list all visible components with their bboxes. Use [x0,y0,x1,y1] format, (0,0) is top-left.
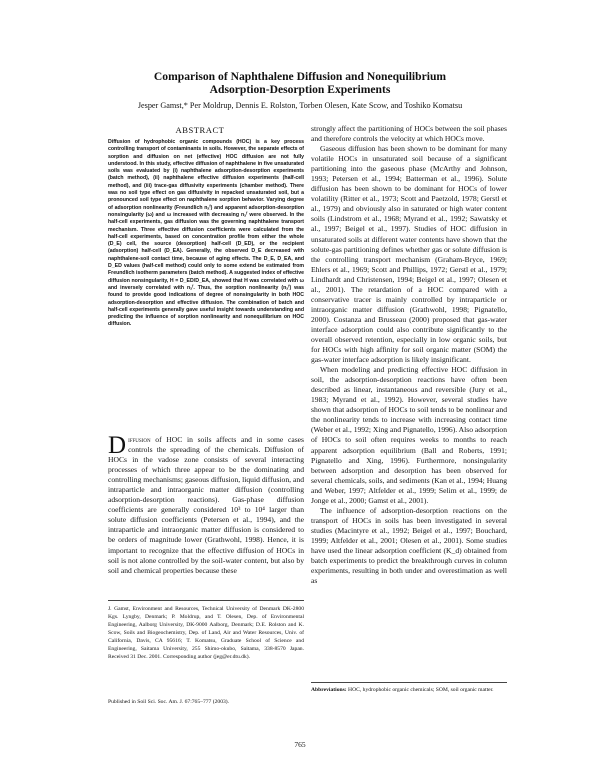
body-paragraph: When modeling and predicting effective HOC diffusion in soil, the adsorption-desorption reactions have often been described as linear, instantaneous and reversible (Jury et al., 1983; Myrand et al., 1992). However, several studies have shown that adsorption of HOCs to soil tends to be nonlinear and the nonlinearity tends to increase with increasing contact time (Weber et al., 1992; Xing and Pignatello, 1996). Also adsorption of HOCs to soil often requires weeks to months to reach apparent adsorption equilibrium (Ball and Roberts, 1991; Pignatello and Xing, 1996). Furthermore, nonsingularity between adsorption and desorption has been observed for several chemicals, soils, and sediments (Kan et al., 1994; Huang and Weber, 1997; Altfelder et al., 1999; Selim et al., 1999; de Jonge et al., 2000; Gamst et al., 2001). [311,365,507,505]
abstract-heading: ABSTRACT [175,125,225,135]
footnote-divider [108,600,304,601]
abbreviations-text: HOC, hydrophobic organic chemicals; SOM, soil organic matter. [346,687,494,693]
article-title [90,70,510,96]
title-line-2: Adsorption-Desorption Experiments [209,83,391,96]
right-column [311,124,507,586]
title-line-1: Comparison of Naphthalene Diffusion and Nonequilibrium [153,70,447,83]
intro-lead-word: iffusion [128,435,151,444]
body-paragraph: The influence of adsorption-desorption reactions on the transport of HOCs in soils has been investigated in several studies (Macintyre et al., 1992; Beigel et al., 1997; Bouchard, 1999; Altfelder et al., 2001; Olesen et al., 2001). Some studies have used the linear adsorption coefficient (K_d) obtained from batch experiments to predict the breakthrough curves in column experiments, resulting in both under and overestimation as well as [311,505,507,586]
abbreviations-label: Abbreviations: [311,687,347,693]
abbreviations-note [311,686,507,694]
author-affiliations: J. Gamst, Environment and Resources, Technical University of Denmark DK-2800 Kgs. Lyngby, Denmark; P. Moldrup, and T. Olesen, Dep. of Environmental Engineering, Aalborg University, DK-9000 Aalborg, Denmark; D.E. Rolston and K. Scow, Soils and Biogeochemistry, Dep. of Land, Air and Water Resources, Univ. of California, Davis, CA 95616; T. Komatsu, Graduate School of Science and Engineering, Saitama University, 255 Shimo-okubo, Saitama, 338-8570 Japan. Received 31 Dec. 2001. Corresponding author (jeg@er.dtu.dk). [108,606,304,660]
drop-cap: D [108,432,127,459]
author-list: Jesper Gamst,* Per Moldrup, Dennis E. Rolston, Torben Olesen, Kate Scow, and Toshiko Komatsu [137,101,463,110]
abstract-text: Diffusion of hydrophobic organic compounds (HOC) is a key process controlling transport of contaminants in soils. However, the separate effects of sorption and diffusion on net (effective) HOC diffusion are not fully understood. In this study, effective diffusion of naphthalene in five unsaturated soils was evaluated by (i) naphthalene adsorption-desorption experiments (batch method), (ii) naphthalene effective diffusion experiments (half-cell method), and (iii) trace-gas diffusivity experiments (chamber method). There was no soil type effect on gas diffusivity in repacked unsaturated soil, but a pronounced soil type effect on naphthalene sorption behavior. Varying degree of adsorption nonlinearity (Freundlich nₐᶠ) and apparent adsorption-desorption nonsingularity (ω) and ω increased with decreasing nₐᶠ were observed. In the half-cell experiments, gas diffusion was the governing naphthalene transport mechanism. Three effective diffusion coefficients were calculated from the half-cell experiments, based on concentration profile from either the whole (D_E) cell, the source (desorption) half-cell (D_ED), or the recipient (adsorption) half-cell (D_EA). Generally, the observed D_E decreased with naphthalene-soil contact time, because of aging effects. The D_E, D_EA, and D_ED values (half-cell method) could only to some extend be estimated from Freundlich isotherm parameters (batch method). A suggested index of effective diffusion nonsingularity, H = D_ED/D_EA, showed that H was correlated with ω and inversely correlated with nₐᶠ. Thus, the sorption nonlinearity (nₐᶠ) was found to provide good indications of degree of nonsingularity in both HOC adsorption-desorption and effective diffusion. The combination of batch and half-cell experiments generally gave useful insight towards understanding and predicting the influence of sorption nonlinearity and nonequilibrium on HOC diffusion. [108,139,304,328]
abbreviations-divider [311,682,507,683]
body-paragraph: Gaseous diffusion has been shown to be dominant for many volatile HOCs in unsaturated soil because of a significant partitioning into the gaseous phase (McArthy and Johnson, 1993; Petersen et al., 1994; Batterman et al., 1996). Solute diffusion has been shown to be dominant for HOCs of lower volatility (Ritter et al., 1973; Scott and Paetzold, 1978; Gerstl et al., 1979) and obviously also in saturated or high water content soils (Lindstrom et al., 1968; Myrand et al., 1992; Sawatsky et al., 1997; Beigel et al., 1997). Studies of HOC diffusion in unsaturated soils at different water contents have shown that the solute-gas partitioning defines whether gas or solute diffusion is the controlling transport mechanism (Graham-Bryce, 1969; Ehlers et al., 1969; Scott and Phillips, 1972; Gerstl et al., 1979; Lindhardt and Christensen, 1994; Beigel et al., 1997; Olesen et al., 2001). The retardation of a HOC compared with a conservative tracer is mainly controlled by intraparticle or intraorganic matter diffusion (Grathwohl, 1998; Pignatello, 2000). Costanza and Brusseau (2000) proposed that gas-water interface adsorption could also contribute significantly to the overall observed retention, especially in low organic soils, but for HOCs with high affinity for soil organic matter (SOM) the gas-water interface adsorption is likely insignificant. [311,144,507,365]
introduction-text [108,432,304,576]
intro-body: of HOC in soils affects and in some cases controls the spreading of the chemicals. Diffusion of HOCs in the vadose zone consists of several interacting processes of which three appear to be the dominating and controlling mechanisms; gaseous diffusion, liquid diffusion, and intraparticle and intraorganic matter diffusion (controlling adsorption-desorption reactions). Gas-phase diffusion coefficients are generally considered 10³ to 10⁴ larger than solute diffusion coefficients (Petersen et al., 1994), and the intraparticle and intraorganic matter diffusion is considered to be orders of magnitude lower (Grathwohl, 1998). Hence, it is important to recognize that the effective diffusion of HOCs in soil is not alone controlled by the soil-water content, but also by soil and chemical properties because these [108,435,304,575]
page-number: 765 [294,740,306,749]
body-paragraph: strongly affect the partitioning of HOCs between the soil phases and therefore controls the velocity at which HOCs move. [311,124,507,144]
publication-info: Published in Soil Sci. Soc. Am. J. 67:765–777 (2003). [108,699,230,705]
